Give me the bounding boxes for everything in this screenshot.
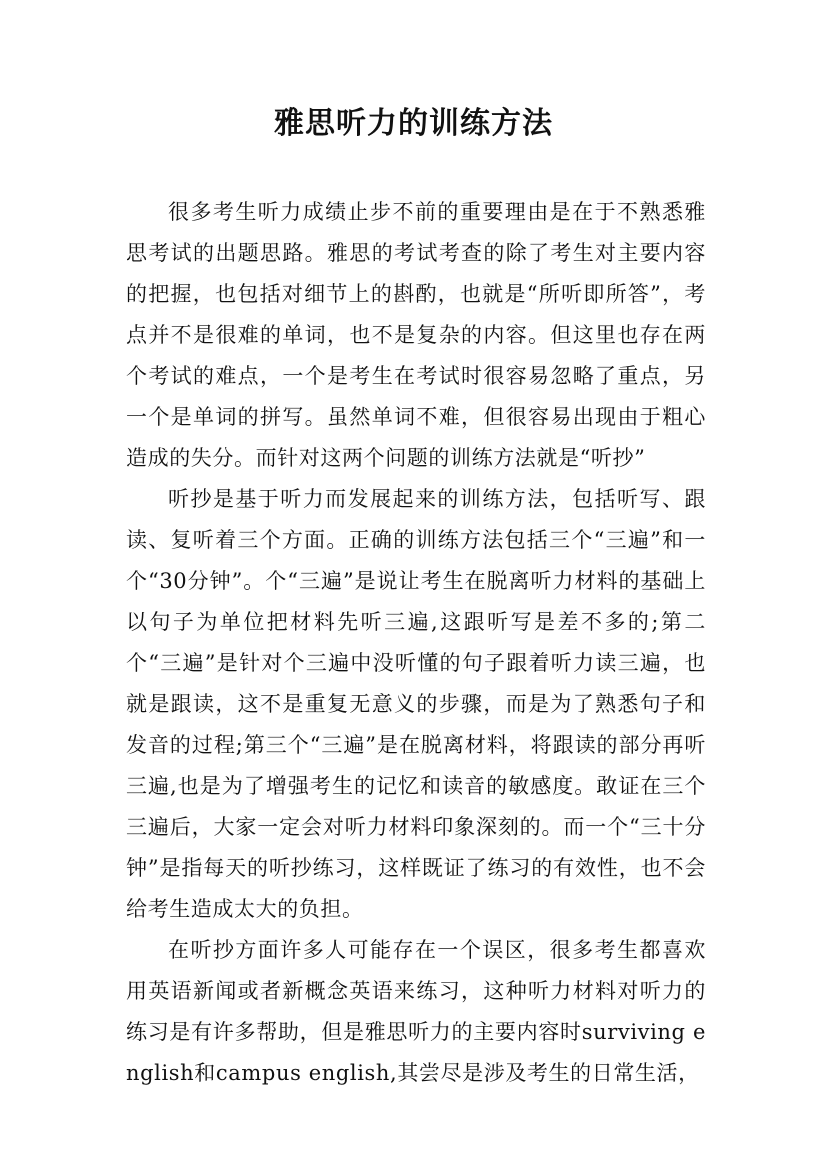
paragraph-2: 听抄是基于听力而发展起来的训练方法，包括听写、跟读、复听着三个方面。正确的训练方法包括三个“三遍”和一个“30分钟”。个“三遍”是说让考生在脱离听力材料的基础上以句子为单位把材料先听三遍,这跟听写是差不多的;第二个“三遍”是针对个三遍中没听懂的句子跟着听力读三遍，也就是跟读，这不是重复无意义的步骤，而是为了熟悉句子和发音的过程;第三个“三遍”是在脱离材料，将跟读的部分再听三遍,也是为了增强考生的记忆和读音的敏感度。敢证在三个三遍后，大家一定会对听力材料印象深刻的。而一个“三十分钟”是指每天的听抄练习，这样既证了练习的有效性，也不会给考生造成太大的负担。 [126, 487, 706, 921]
paragraph-3: 在听抄方面许多人可能存在一个误区，很多考生都喜欢用英语新闻或者新概念英语来练习，这种听力材料对听力的练习是有许多帮助，但是雅思听力的主要内容时surviving english和campus english,其尝尽是涉及考生的日常生活， [126, 938, 706, 1085]
paragraph-1: 很多考生听力成绩止步不前的重要理由是在于不熟悉雅思考试的出题思路。雅思的考试考查的除了考生对主要内容的把握，也包括对细节上的斟酌，也就是“所听即所答”，考点并不是很难的单词，也不是复杂的内容。但这里也存在两个考试的难点，一个是考生在考试时很容易忽略了重点，另一个是单词的拼写。虽然单词不难，但很容易出现由于粗心造成的失分。而针对这两个问题的训练方法就是“听抄” [126, 200, 706, 470]
document-body [126, 192, 706, 1094]
document-title: 雅思听力的训练方法 [274, 106, 553, 141]
